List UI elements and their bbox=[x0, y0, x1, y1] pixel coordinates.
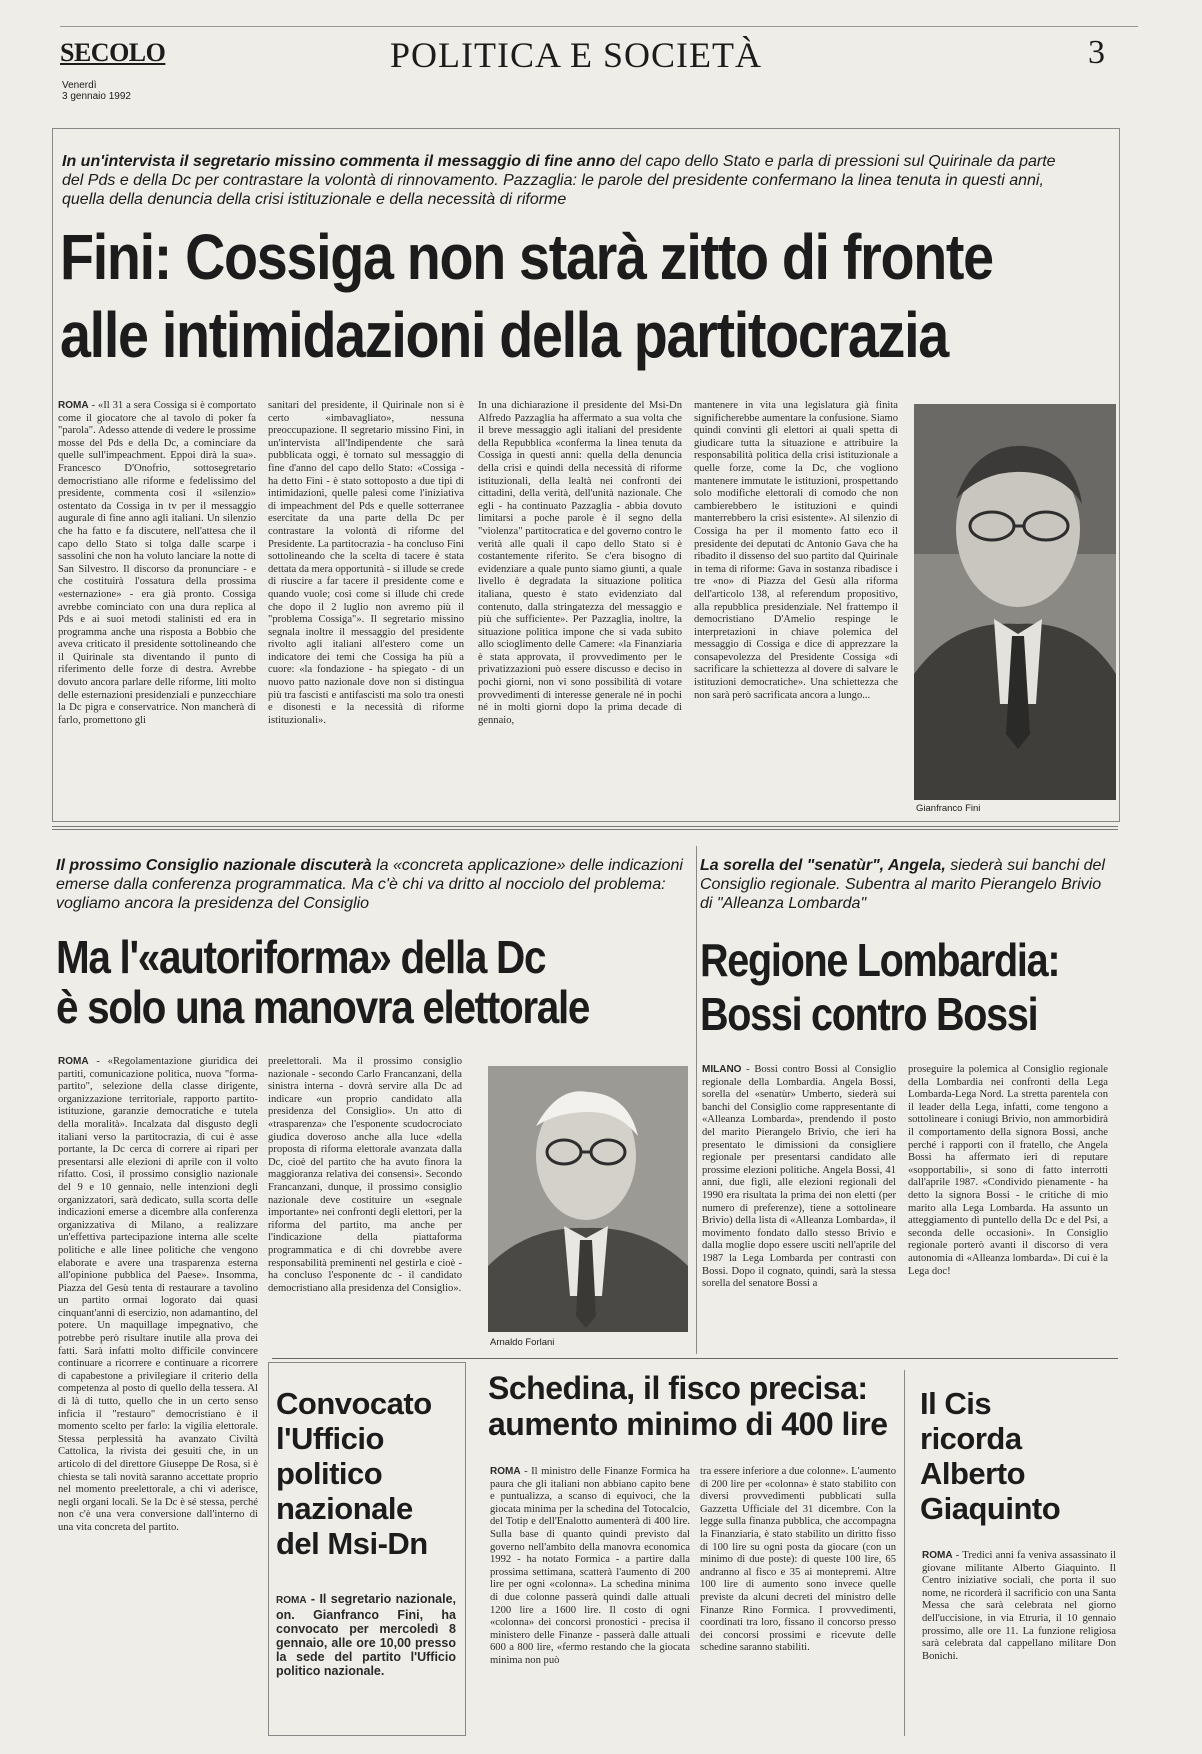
cis-headline bbox=[920, 1386, 1060, 1526]
fini-column-1 bbox=[58, 400, 256, 805]
schedina-dateline: ROMA bbox=[490, 1466, 521, 1477]
fini-column-4 bbox=[694, 400, 898, 805]
masthead-day: Venerdì bbox=[62, 80, 97, 91]
msi-headline-line-5: del Msi-Dn bbox=[276, 1526, 428, 1561]
dc-bossi-divider bbox=[696, 846, 697, 1354]
cis-body-text: - Tredici anni fa veniva assassinato il giovane militante Alberto Giaquinto. Il Centro iniziative sociali, che porta il suo nome, ne ricorderà il sacrificio con una Santa Messa che sarà celebrata nel giorno dell'uccisione, in via Etruria, il 10 gennaio prossimo, alle ore 11. La funzione religiosa sarà celebrata dal cappellano militare Don Bonichi. bbox=[922, 1550, 1116, 1662]
cis-headline-line-2: ricorda bbox=[920, 1421, 1022, 1456]
dc-dateline: ROMA bbox=[58, 1056, 89, 1067]
dc-column-2 bbox=[268, 1056, 462, 1356]
msi-headline-line-1: Convocato bbox=[276, 1386, 432, 1421]
fini-headline-2: alle intimidazioni della partitocrazia bbox=[60, 299, 948, 371]
fini-column-2 bbox=[268, 400, 464, 805]
dc-photo-caption: Arnaldo Forlani bbox=[490, 1337, 555, 1348]
cis-headline-line-3: Alberto bbox=[920, 1456, 1025, 1491]
top-rule bbox=[60, 26, 1138, 27]
fini-col1-text: - «Il 31 a sera Cossiga si è comportato come il giocatore che al tavolo di poker fa "parola". Adesso attende di vedere le prossime mosse del Pds e della Dc, a cominciare da quelle sull'impeachment. Eppoi dirà la sua». Francesco D'Onofrio, sottosegretario democristiano alle riforme e fedelissimo del presidente, commenta così il «silenzio» ostentato da Cossiga in tv per il messaggio augurale di fine anno agli italiani. Un silenzio che ha fatto e fa discutere, nell'attesa che il capo dello Stato si tolga dalle scarpe i sassolini che non ha voluto lanciare la notte di San Silvestro. Il discorso da pronunciare - e che costituirà l'ossatura della prossima «esternazione» - era già pronto. Cossiga avrebbe cominciato con una dura replica al Pds e ai suoi metodi stalinisti ed era in programma anche una risposta a Bobbio che aveva criticato il presidente sottolineando che il Quirinale sta diventando il punto di riferimento delle forze di destra. Avrebbe dovuto ancora parlare delle riforme, liti molto delle esternazioni presidenziali e punzecchiare la Dc pigra e conservatrice. Non mancherà di farlo, promettono gli bbox=[58, 400, 256, 726]
dc-col2-text: preelettorali. Ma il prossimo consiglio nazionale - secondo Carlo Francanzani, della sinistra interna - dovrà servire alla Dc ad indicare «un proprio candidato alla presidenza del Consiglio». Un atto di «trasparenza» che l'esponente scudocrociato giudica doveroso anche alla luce «della proposta di riforma elettorale avanzata dalla Dc, cioè del partito che ha avuto finora la maggioranza relativa dei consensi». Secondo Francanzani, dunque, il prossimo consiglio nazionale deve costituire un «segnale importante» nei confronti degli elettori, per la riforma del partito, ma anche per l'indicazione della piattaforma programmatica e di chi dovrebbe avere responsabilità preminenti nel gestirla e cioè - ha concluso l'esponente dc - il candidato democristiano alla presidenza del Consiglio». bbox=[268, 1056, 462, 1294]
cis-headline-line-4: Giaquinto bbox=[920, 1491, 1061, 1526]
cis-body bbox=[922, 1550, 1116, 1734]
fini-photo bbox=[914, 404, 1116, 800]
masthead-date bbox=[62, 80, 182, 102]
dc-kicker-bold: Il prossimo Consiglio nazionale discuterà bbox=[56, 857, 372, 874]
section-title: POLITICA E SOCIETÀ bbox=[390, 35, 762, 75]
dc-col1-text: - «Regolamentazione giuridica dei partiti, comunicazione politica, nuova "forma-partito", selezione della classe dirigente, organizzazione territoriale, rapporto partito-istituzione, garanzie democratiche e tutela della moralità». Incalzata dal disgusto degli italiani verso la partitocrazia, di cui è asse portante, la Dc cerca di correre ai ripari per presentarsi alle elezioni di aprile con il volto rifatto. Così, il prossimo consiglio nazionale del 9 e 10 gennaio, nelle intenzioni degli organizzatori, sarà dedicato, sulla scorta delle indicazioni emerse a dicembre alla conferenza organizzativa di Milano, a realizzare un'effettiva partecipazione interna alle scelte politiche e alle linee politiche che vengono elaborate e avere una trasparenza esterna all'opinione pubblica del Paese». Insomma, Piazza del Gesù tenta di restaurare a tavolino un partito ormai logorato dai quasi cinquant'anni di esercizio, non adamantino, del potere. Un maquillage impegnativo, che potrebbe però risultare inutile alla prova dei fatti. Sarà infatti molto difficile convincere continuare a ricorrere e continuare a ricorrere di capabestone a privilegiare il criterio della competenza al posto di quello della tessera. Al di là di tutto, quello che in un certo senso inficia il "restauro" democristiano è il momento scelto per farlo: la vigilia elettorale. Stessa perplessità ha avanzato Civiltà Cattolica, la rivista dei gesuiti che, in un articolo di del direttore Giuseppe De Rosa, si è chiesta se tali novità saranno accettate proprio nel momento preelettorale, a chi vi aderisce, negli organi locali. Se la Dc è sé stessa, perché non c'è una vera conversione dall'interno di una vita concreta del partito. bbox=[58, 1056, 258, 1533]
dc-photo bbox=[488, 1066, 688, 1332]
dc-column-1 bbox=[58, 1056, 258, 1736]
bossi-headline-1: Regione Lombardia: bbox=[700, 934, 1060, 986]
fini-kicker-bold: In un'intervista il segretario missino commenta il messaggio di fine anno bbox=[62, 153, 616, 170]
section-divider bbox=[52, 826, 1118, 832]
msi-body bbox=[276, 1592, 456, 1712]
schedina-column-2 bbox=[700, 1466, 896, 1734]
fini-col2-text: sanitari del presidente, il Quirinale non si è certo «imbavagliato», nessuna preoccupazione. Il segretario missino Fini, in un'intervista all'Indipendente che sarà pubblicata oggi, è tornato sul messaggio di fine d'anno del capo dello Stato: «Cossiga - ha detto Fini - è stato sottoposto a due tipi di intimidazioni, quelle palesi come l'iniziativa di impeachment del Pds e quelle sotterranee esercitate da una parte della Dc per contrastare la volontà di riforme del Presidente. La partitocrazia - ha concluso Fini sottolineando che la scelta di tacere è stata dettata da mera opportunità - si illude se crede di riuscire a far tacere il presidente come e quando vuole; così come si illude chi crede che dopo il 2 luglio non avremo più il "problema Cossiga"». Il segretario missino segnala inoltre il messaggio del presidente rivolto agli italiani all'estero come un indicatore dei temi che Cossiga ha più a cuore: «la fondazione - ha spiegato - di un nuovo patto nazionale dove non si distingua più tra fascisti e antifascisti ma solo tra onesti e disonesti e la necessità di riforme istituzionali». bbox=[268, 400, 464, 726]
masthead-logo: SECOLO bbox=[60, 38, 166, 67]
schedina-column-1 bbox=[490, 1466, 690, 1734]
fini-col4-text: mantenere in vita una legislatura già finita significherebbe aumentare la confusione. Siamo quindi convinti gli elettori ai quali spetta di giudicare tutta la situazione e attribuire la responsabilità politica della crisi istituzionale a quelle forze, come la Dc, che vogliono mantenere immutate le istituzioni, prospettando solo modifiche elettorali di comodo che non cambierebbero le istituzioni e quindi manterrebbero la crisi esistente». Al silenzio di Cossiga ha per il momento fatto eco il presidente dei deputati dc Antonio Gava che ha ribadito il dissenso del suo partito dal Quirinale in tema di riforme: Gava in sostanza ribadisce i tre «no» di Piazza del Gesù alla riforma dell'articolo 138, al referendum propositivo, alla repubblica presidenziale. Nel frattempo il democristiano D'Amelio respinge le interpretazioni in chiave polemica del messaggio di Cossiga e dice di apprezzare la consapevolezza del Presidente Cossiga «di sacrificare la schiettezza al dovere di salvare le istituzioni democratiche». Una schiettezza che non sarà però sacrificata ancora a lungo... bbox=[694, 400, 898, 701]
msi-headline-line-2: l'Ufficio bbox=[276, 1421, 384, 1456]
msi-headline-line-4: nazionale bbox=[276, 1491, 413, 1526]
cis-divider bbox=[904, 1370, 905, 1736]
bossi-kicker bbox=[700, 856, 1110, 913]
bossi-kicker-text: siederà sui banchi del Consiglio regionale. Subentra al marito Pierangelo Brivio di "Alleanza Lombarda" bbox=[700, 857, 1105, 912]
cis-headline-line-1: Il Cis bbox=[920, 1386, 992, 1421]
fini-photo-caption: Gianfranco Fini bbox=[916, 803, 981, 814]
masthead-date-text: 3 gennaio 1992 bbox=[62, 91, 131, 102]
bossi-headline-2: Bossi contro Bossi bbox=[700, 988, 1038, 1040]
fini-column-3 bbox=[478, 400, 682, 805]
dc-kicker-text: la «concreta applicazione» delle indicazioni emerse dalla conferenza programmatica. Ma c'è chi va dritto al nocciolo del problema: vogliamo ancora la presidenza del Consiglio bbox=[56, 857, 683, 912]
cis-dateline: ROMA bbox=[922, 1550, 953, 1561]
msi-dateline: ROMA bbox=[276, 1595, 307, 1606]
bossi-col1-text: - Bossi contro Bossi al Consiglio regionale della Lombardia. Angela Bossi, sorella del «senatùr» Umberto, siederà sui banchi del Consiglio come rappresentante di «Alleanza Lombarda», prendendo il posto del marito Pierangelo Brivio, che ieri ha presentato le dimissioni da consigliere regionale per presentarsi candidato alle prossime elezioni politiche. Angela Bossi, 41 anni, due figli, alle elezioni regionali del 1990 era risultata la prima dei non eletti (per numero di preferenze), tiene a sottolineare Brivio) della lista di «Alleanza Lombarda», il movimento fondato dallo stesso Brivio e dalla moglie dopo essere usciti nell'aprile del 1987 la Lega Lombarda per contrasti con Bossi. Dopo il cognato, quindi, sarà la stessa sorella del senatore Bossi a bbox=[702, 1064, 896, 1290]
msi-body-text: - Il segretario nazionale, on. Gianfranco Fini, ha convocato per mercoledì 8 gennaio, alle ore 10,00 presso la sede del partito l'Ufficio politico nazionale. bbox=[276, 1592, 456, 1678]
schedina-headline-2: aumento minimo di 400 lire bbox=[488, 1406, 888, 1442]
msi-headline-line-3: politico bbox=[276, 1456, 383, 1491]
schedina-headline-1: Schedina, il fisco precisa: bbox=[488, 1370, 868, 1406]
bossi-col2-text: proseguire la polemica al Consiglio regionale della Lombardia nei confronti della Lega Lombarda-Lega Nord. La stretta parentela con il leader della Lega, infatti, come tengono a sottolineare i coniugi Brivio, non ammorbidirà il comportamento della signora Bossi, anche perché i rapporti con il fratello, che Angela Bossi ha affermato ieri di reputare «sopportabili», si sono di fatto interrotti dall'aprile 1987. «Condivido pienamente - ha detto la signora Bossi - le critiche di mio marito alla Lega Lombarda. Ha assunto un atteggiamento di puntello della Dc e del Psi, a seconda delle occasioni». In Consiglio regionale porterò avanti il discorso di vera autonomia di «Alleanza lombarda». Di cui è la Lega doc! bbox=[908, 1064, 1108, 1277]
lower-rule bbox=[272, 1358, 1118, 1359]
schedina-col2-text: tra essere inferiore a due colonne». L'aumento di 200 lire per «colonna» è stato stabilito con diversi provvedimenti pubblicati sulla Gazzetta Ufficiale del 31 dicembre. Con la legge sulla finanza pubblica, che accompagna la Finanziaria, è stato stabilito un diritto fisso di 100 lire su ogni posta da giocare (con un minimo di due poste): di queste 100 lire, 65 andranno al fisco e 35 ai montepremi. Altre 100 lire di aumento sono invece quelle previste da alcuni decreti del ministro delle Finanze Rino Formica. I provvedimenti, coordinati tra loro, fissano il concorso presso dei concorsi prossimi e ricevute delle schedine saranno stabiliti. bbox=[700, 1466, 896, 1654]
bossi-dateline: MILANO bbox=[702, 1064, 742, 1075]
bossi-column-1 bbox=[702, 1064, 896, 1354]
dc-kicker bbox=[56, 856, 686, 913]
schedina-col1-text: - Il ministro delle Finanze Formica ha paura che gli italiani non abbiano capito bene e puntualizza, a scanso di equivoci, che la giocata minima per la schedina del Totocalcio, del Totip e dell'Enalotto aumenterà di 400 lire. Sulla base di quanto quindi previsto dal governo nell'ambito della manovra economica 1992 - ha notato Formica - a partire dalla prossima settimana, scatterà l'aumento di 200 lire per ogni «colonna». La schedina minima di due colonne passerà quindi dalle attuali 1200 lire a 1600 lire. Il costo di ogni «colonna» dei concorsi pronostici - precisa il ministero delle Finanze - passerà dalle attuali 600 a 800 lire, «fermo restando che la giocata minima non può bbox=[490, 1466, 690, 1666]
page-number: 3 bbox=[1088, 34, 1105, 71]
fini-kicker-text: del capo dello Stato e parla di pressioni sul Quirinale da parte del Pds e della Dc per contrastare la volontà di rinnovamento. Pazzaglia: le parole del presidente confermano la linea tenuta in questi anni, quella della denuncia della crisi istituzionale e della necessità di riforme bbox=[62, 153, 1056, 208]
fini-kicker bbox=[62, 152, 1072, 209]
msi-headline bbox=[276, 1386, 432, 1561]
fini-headline-1: Fini: Cossiga non starà zitto di fronte bbox=[60, 221, 993, 293]
dc-headline-1: Ma l'«autoriforma» della Dc bbox=[56, 931, 546, 983]
bossi-kicker-bold: La sorella del "senatùr", Angela, bbox=[700, 857, 946, 874]
bossi-column-2 bbox=[908, 1064, 1108, 1354]
fini-col3-text: In una dichiarazione il presidente del Msi-Dn Alfredo Pazzaglia ha affermato a sua volta che il breve messaggio agli italiani del presidente della Repubblica «conferma la linea tenuta da Cossiga in questi anni: quella della denuncia della crisi e quindi della necessità di riforme istituzionali, della lealtà nei confronti dei cittadini, della verità, dell'unità nazionale. Che egli - ha continuato Pazzaglia - abbia dovuto limitarsi a poche parole è il segno della "violenza" partitocratica e del governo contro le verità alle quali il capo dello Stato si è costantemente riferito. Se c'era bisogno di evidenziare a quale punto siamo giunti, a quale livello è degradata la situazione politica italiana, questo è stato evidenziato dal contenuto, dalla stringatezza del messaggio e più che sufficiente». Per Pazzaglia, inoltre, la situazione politica impone che si vada subito allo scioglimento delle Camere: «la Finanziaria è stata approvata, il provvedimento per le privatizzazioni può essere discusso e deciso in pochi giorni, non vi sono possibilità di votare provvedimenti di interesse generale né in pochi né in molti giorni dopo la prima decade di gennaio, bbox=[478, 400, 682, 726]
fini-dateline: ROMA bbox=[58, 400, 89, 411]
dc-headline-2: è solo una manovra elettorale bbox=[56, 981, 590, 1033]
